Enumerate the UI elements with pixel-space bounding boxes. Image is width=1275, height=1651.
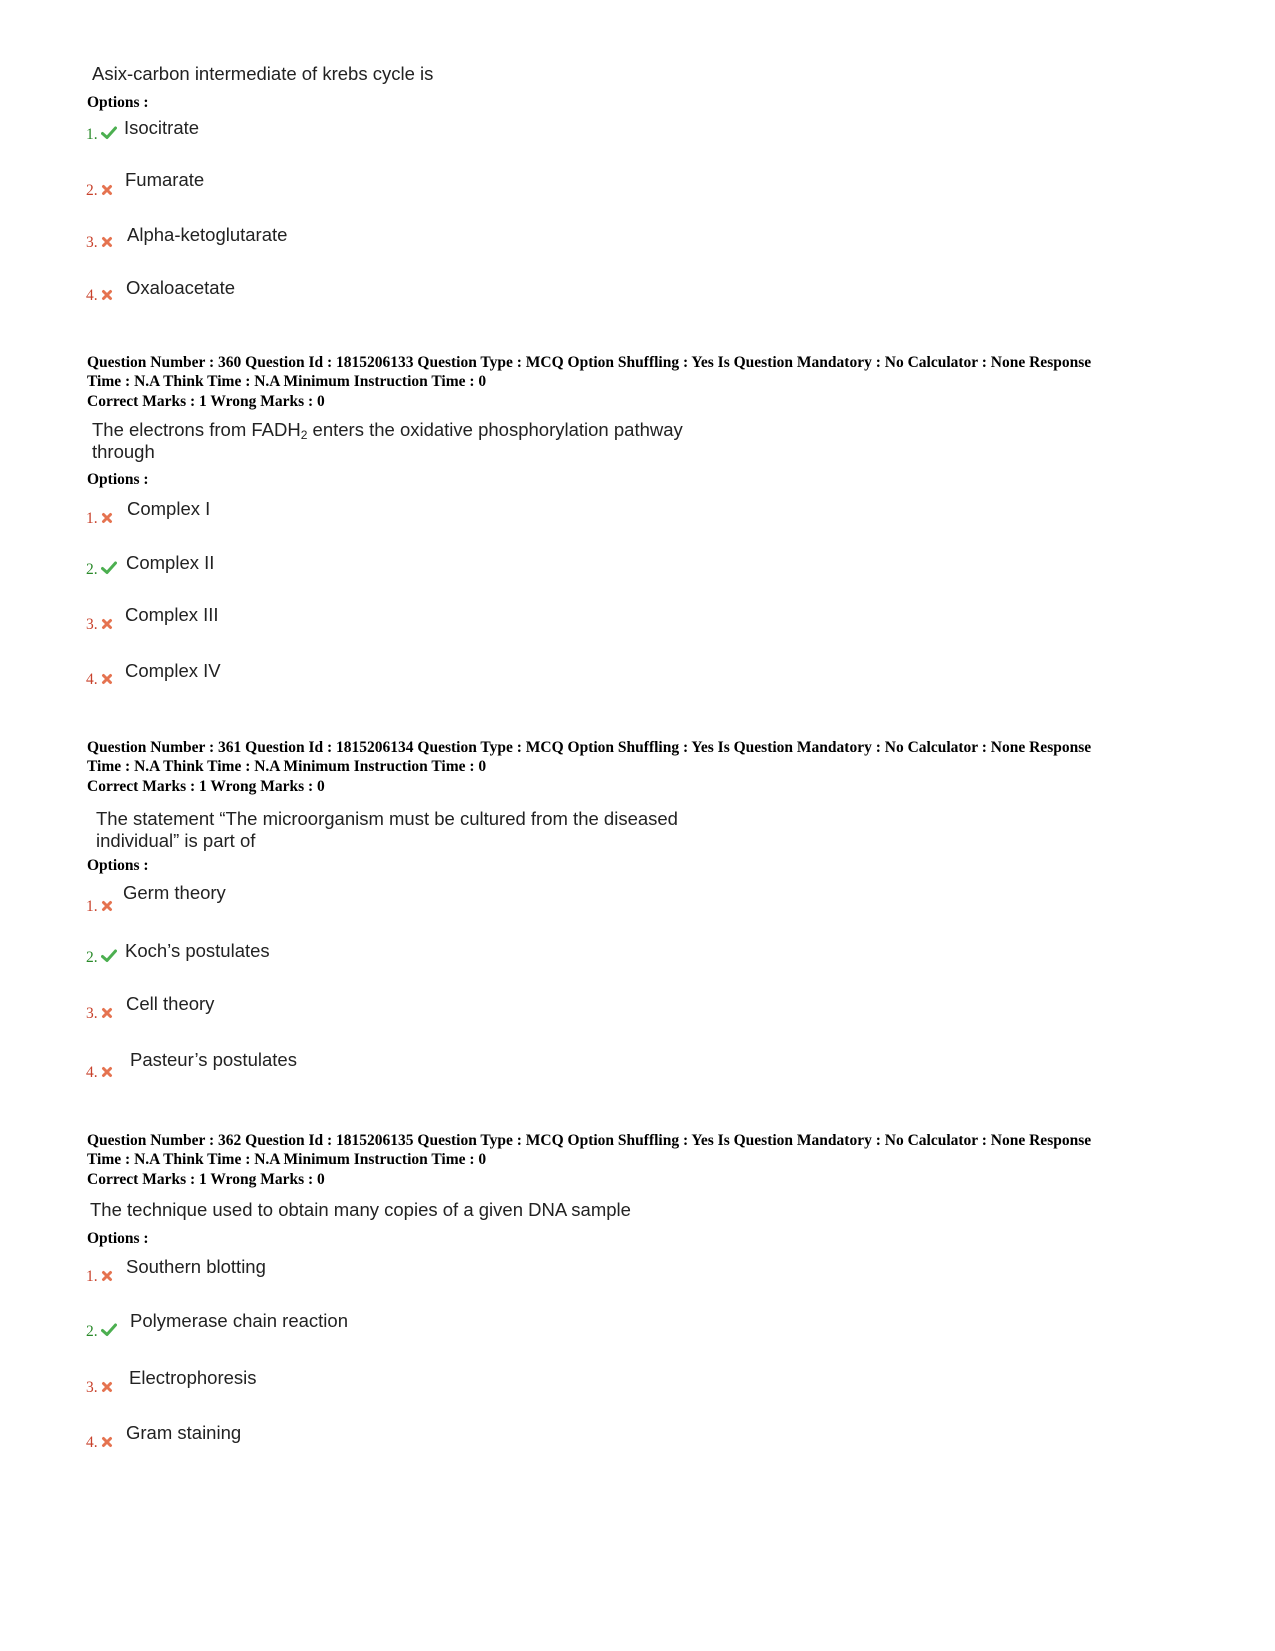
option-text: Southern blotting (126, 1256, 266, 1277)
option-number: 4. (86, 287, 98, 304)
question-meta-line-1: Question Number : 360 Question Id : 1815206133 Question Type : MCQ Option Shuffling : Yes Is Question Mandatory : No Calculator : None Response (87, 354, 1092, 371)
option-number: 1. (86, 126, 98, 143)
option-text: Cell theory (126, 993, 215, 1014)
question-text (96, 808, 678, 852)
check-icon (101, 1323, 117, 1337)
option-text: Pasteur’s postulates (130, 1049, 297, 1070)
cross-icon (101, 184, 113, 196)
cross-icon (101, 1270, 113, 1282)
cross-icon (101, 512, 113, 524)
cross-icon (101, 618, 113, 630)
option-text: Complex IV (125, 660, 221, 681)
option-number: 4. (86, 1064, 98, 1081)
question-text-line-2: through (92, 441, 155, 462)
option-number: 1. (86, 1268, 98, 1285)
option-number: 2. (86, 182, 98, 199)
question-meta-line-2: Time : N.A Think Time : N.A Minimum Instruction Time : 0 (87, 758, 487, 775)
option-number: 2. (86, 949, 98, 966)
check-icon (101, 126, 117, 140)
question-text-part: enters the oxidative phosphorylation pathway (307, 419, 683, 440)
option-text: Alpha-ketoglutarate (127, 224, 288, 245)
question-meta (87, 353, 1187, 391)
option-number: 4. (86, 1434, 98, 1451)
option-text: Germ theory (123, 882, 226, 903)
option-number: 1. (86, 898, 98, 915)
options-label: Options : (87, 94, 149, 111)
check-icon (101, 949, 117, 963)
option-text: Koch’s postulates (125, 940, 270, 961)
option-text: Electrophoresis (129, 1367, 257, 1388)
options-label: Options : (87, 471, 149, 488)
option-number: 2. (86, 561, 98, 578)
option-number: 1. (86, 510, 98, 527)
question-text-subscript: 2 (300, 428, 308, 442)
option-text: Isocitrate (124, 117, 200, 138)
cross-icon (101, 1381, 113, 1393)
question-text (92, 419, 683, 463)
option-text: Complex II (126, 552, 215, 573)
option-number: 3. (86, 1379, 98, 1396)
cross-icon (101, 289, 113, 301)
question-text: Asix-carbon intermediate of krebs cycle is (92, 63, 434, 84)
option-text: Complex III (125, 604, 219, 625)
question-meta-line-1: Question Number : 362 Question Id : 1815206135 Question Type : MCQ Option Shuffling : Yes Is Question Mandatory : No Calculator : None Response (87, 1132, 1092, 1149)
question-meta (87, 1131, 1187, 1169)
question-text-line-1: The statement “The microorganism must be cultured from the diseased (96, 808, 678, 829)
option-text: Polymerase chain reaction (130, 1310, 348, 1331)
options-label: Options : (87, 1230, 149, 1247)
marks-info: Correct Marks : 1 Wrong Marks : 0 (87, 778, 325, 795)
option-number: 3. (86, 616, 98, 633)
question-text: The technique used to obtain many copies of a given DNA sample (90, 1199, 631, 1220)
question-meta (87, 738, 1187, 776)
question-text-line-2: individual” is part of (96, 830, 256, 851)
option-number: 4. (86, 671, 98, 688)
cross-icon (101, 1007, 113, 1019)
marks-info: Correct Marks : 1 Wrong Marks : 0 (87, 393, 325, 410)
option-text: Oxaloacetate (126, 277, 236, 298)
options-label: Options : (87, 857, 149, 874)
question-text-part: The electrons from FADH (92, 419, 301, 440)
question-meta-line-2: Time : N.A Think Time : N.A Minimum Instruction Time : 0 (87, 1151, 487, 1168)
option-text: Complex I (127, 498, 211, 519)
cross-icon (101, 900, 113, 912)
option-text: Gram staining (126, 1422, 242, 1443)
marks-info: Correct Marks : 1 Wrong Marks : 0 (87, 1171, 325, 1188)
option-text: Fumarate (125, 169, 205, 190)
option-number: 3. (86, 234, 98, 251)
cross-icon (101, 236, 113, 248)
cross-icon (101, 1066, 113, 1078)
question-meta-line-1: Question Number : 361 Question Id : 1815206134 Question Type : MCQ Option Shuffling : Yes Is Question Mandatory : No Calculator : None Response (87, 739, 1092, 756)
option-number: 2. (86, 1323, 98, 1340)
cross-icon (101, 1436, 113, 1448)
check-icon (101, 561, 117, 575)
cross-icon (101, 673, 113, 685)
question-meta-line-2: Time : N.A Think Time : N.A Minimum Instruction Time : 0 (87, 373, 487, 390)
option-number: 3. (86, 1005, 98, 1022)
